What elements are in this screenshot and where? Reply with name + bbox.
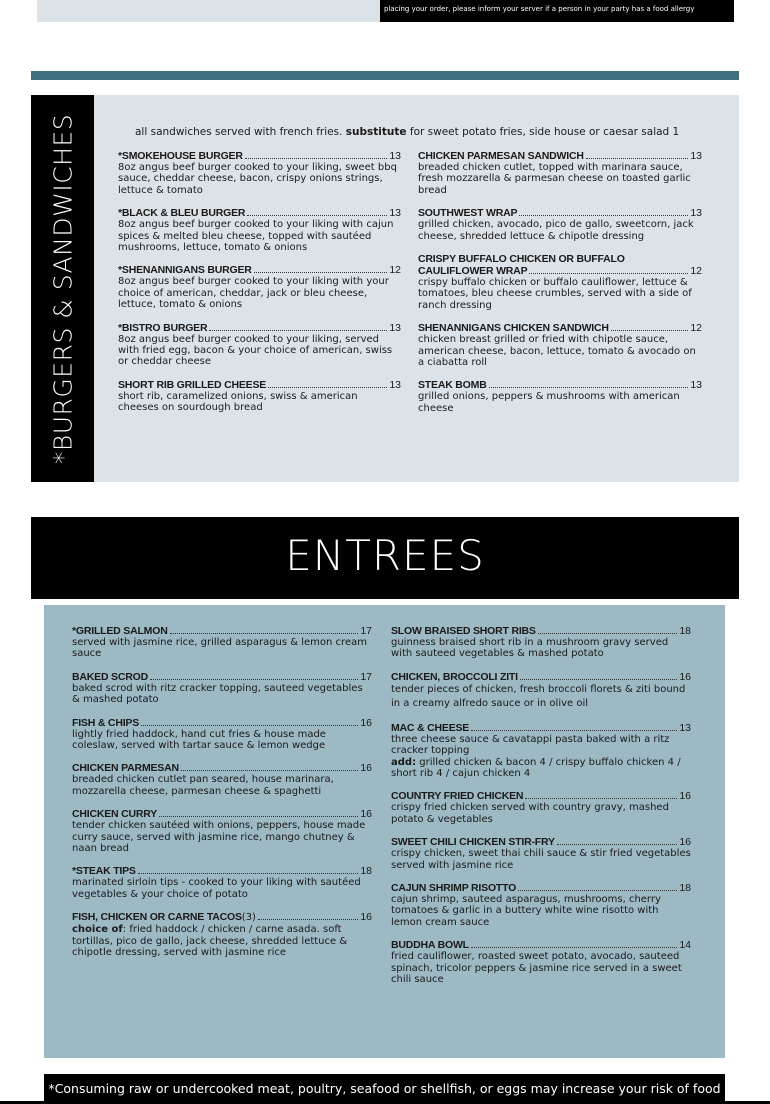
menu-item bbox=[118, 379, 401, 414]
item-price: 13 bbox=[389, 321, 401, 334]
menu-item bbox=[72, 717, 372, 752]
item-price: 18 bbox=[679, 625, 691, 637]
item-description: 8oz angus beef burger cooked to your liking, sweet bbq sauce, cheddar cheese, bacon, crispy onions strings, lettuce & tomato bbox=[118, 162, 397, 196]
item-description: breaded chicken cutlet pan seared, house marinara, mozzarella cheese, parmesan cheese & spaghetti bbox=[72, 774, 334, 797]
item-price: 16 bbox=[360, 911, 372, 924]
allergy-notice bbox=[380, 0, 734, 22]
item-name: COUNTRY FRIED CHICKEN bbox=[391, 790, 524, 803]
menu-item bbox=[72, 808, 372, 854]
item-name: CHICKEN, BROCCOLI ZITI bbox=[391, 670, 518, 683]
item-description: served with jasmine rice, grilled asparagus & lemon cream sauce bbox=[72, 637, 367, 660]
entrees-right-column bbox=[391, 625, 691, 997]
item-name: *SMOKEHOUSE BURGER bbox=[118, 150, 243, 162]
item-description: tender pieces of chicken, fresh broccoli florets & ziti bound in a creamy alfredo sauce or in olive oil bbox=[391, 683, 686, 709]
item-price: 17 bbox=[360, 625, 372, 637]
item-price: 13 bbox=[690, 150, 702, 162]
item-price: 16 bbox=[679, 670, 691, 683]
item-description bbox=[72, 924, 372, 958]
menu-item bbox=[418, 207, 702, 242]
menu-item bbox=[118, 264, 401, 310]
menu-item bbox=[72, 762, 372, 797]
item-price: 12 bbox=[389, 264, 401, 277]
item-description: crispy buffalo chicken or buffalo cauliflower, lettuce & tomatoes, bleu cheese crumbles, served with a side of ranch dressing bbox=[418, 277, 692, 311]
note-suffix: for sweet potato fries, side house or caesar salad 1 bbox=[406, 126, 680, 138]
burgers-right-column bbox=[418, 150, 702, 425]
item-description: grilled onions, peppers & mushrooms with american cheese bbox=[418, 391, 680, 414]
menu-item bbox=[391, 625, 691, 660]
item-name-suffix: (3) bbox=[241, 912, 256, 924]
item-description: short rib, caramelized onions, swiss & american cheeses on sourdough bread bbox=[118, 390, 358, 414]
item-description: crispy fried chicken served with country gravy, mashed potato & vegetables bbox=[391, 802, 669, 825]
menu-item bbox=[72, 671, 372, 706]
choice-label: choice of bbox=[72, 924, 123, 936]
menu-item bbox=[118, 150, 401, 196]
item-name: SHENANNIGANS CHICKEN SANDWICH bbox=[418, 322, 609, 335]
item-name: *SHENANNIGANS BURGER bbox=[118, 264, 252, 277]
item-description: fried cauliflower, roasted sweet potato, avocado, sauteed spinach, tricolor peppers & jasmine rice served in a sweet chili sauce bbox=[391, 951, 682, 986]
menu-item bbox=[391, 722, 691, 780]
item-price: 16 bbox=[360, 762, 372, 775]
item-name: SOUTHWEST WRAP bbox=[418, 207, 518, 220]
item-description: breaded chicken cutlet, topped with marinara sauce, fresh mozzarella & parmesan cheese on toasted garlic bread bbox=[418, 162, 691, 196]
item-addons bbox=[391, 757, 691, 780]
item-description: marinated sirloin tips - cooked to your liking with sautéed vegetables & your choice of potato bbox=[72, 877, 361, 900]
item-price: 18 bbox=[679, 882, 691, 895]
item-name: CHICKEN PARMESAN SANDWICH bbox=[418, 150, 584, 162]
item-price: 16 bbox=[360, 808, 372, 821]
item-price: 14 bbox=[679, 939, 691, 952]
item-description: grilled chicken, avocado, pico de gallo, sweetcorn, jack cheese, shredded lettuce & chipotle dressing bbox=[418, 219, 694, 242]
item-description: lightly fried haddock, hand cut fries & house made coleslaw, served with tartar sauce & lemon wedge bbox=[72, 728, 326, 752]
item-name: FISH & CHIPS bbox=[72, 716, 140, 729]
burgers-left-column bbox=[118, 150, 401, 425]
menu-item bbox=[72, 911, 372, 958]
item-description: 8oz angus beef burger cooked to your liking, served with fried egg, bacon & your choice of american, swiss or cheddar cheese bbox=[118, 333, 393, 368]
item-price: 16 bbox=[679, 790, 691, 803]
item-name: *BLACK & BLEU BURGER bbox=[118, 207, 246, 220]
item-name: *GRILLED SALMON bbox=[72, 625, 168, 637]
menu-item bbox=[391, 790, 691, 825]
entrees-header bbox=[31, 517, 739, 599]
menu-item bbox=[118, 322, 401, 368]
menu-item bbox=[418, 253, 702, 311]
item-price: 12 bbox=[690, 322, 702, 335]
menu-item bbox=[72, 625, 372, 660]
item-name-line1: CRISPY BUFFALO CHICKEN OR BUFFALO bbox=[418, 253, 625, 266]
item-description: cajun shrimp, sauteed asparagus, mushrooms, cherry tomatoes & garlic in a buttery white wine risotto with lemon cream sauce bbox=[391, 894, 661, 928]
allergy-text: placing your order, please inform your server if a person in your party has a food allergy bbox=[384, 5, 695, 13]
item-name: CHICKEN CURRY bbox=[72, 808, 158, 821]
item-description: 8oz angus beef burger cooked to your liking with your choice of american, cheddar, jack or bleu cheese, lettuce, tomato & onions bbox=[118, 276, 389, 311]
item-name: CAULIFLOWER WRAP bbox=[418, 265, 528, 278]
item-name: CHICKEN PARMESAN bbox=[72, 762, 179, 775]
item-name: SHORT RIB GRILLED CHEESE bbox=[118, 378, 267, 391]
item-name: BUDDHA BOWL bbox=[391, 939, 469, 952]
item-name: *STEAK TIPS bbox=[72, 865, 136, 878]
burgers-section-title: *BURGERS & SANDWICHES bbox=[48, 113, 77, 464]
note-prefix: all sandwiches served with french fries. bbox=[135, 126, 346, 138]
menu-item bbox=[391, 882, 691, 928]
note-bold: substitute bbox=[345, 126, 407, 138]
item-description: tender chicken sautéed with onions, peppers, house made curry sauce, served with jasmine rice, mango chutney & naan bread bbox=[72, 820, 366, 855]
menu-item bbox=[72, 865, 372, 900]
item-price: 16 bbox=[679, 836, 691, 849]
item-name: *BISTRO BURGER bbox=[118, 321, 208, 334]
item-price: 13 bbox=[389, 378, 401, 391]
disclaimer-text: *Consuming raw or undercooked meat, poultry, seafood or shellfish, or eggs may increase your risk of food bbox=[48, 1081, 721, 1096]
item-description: 8oz angus beef burger cooked to your liking with cajun spices & melted bleu cheese, topped with sautéed mushrooms, lettuce, tomato & onions bbox=[118, 219, 394, 254]
item-price: 18 bbox=[360, 865, 372, 878]
top-left-panel bbox=[37, 0, 380, 22]
item-price: 13 bbox=[389, 150, 401, 162]
menu-item bbox=[418, 150, 702, 196]
item-description: three cheese sauce & cavatappi pasta baked with a ritz cracker topping bbox=[391, 733, 670, 757]
item-price: 13 bbox=[389, 207, 401, 220]
item-description: crispy chicken, sweet thai chili sauce & stir fried vegetables served with jasmine rice bbox=[391, 848, 691, 871]
item-price: 13 bbox=[690, 207, 702, 220]
menu-item bbox=[391, 836, 691, 871]
menu-item bbox=[391, 939, 691, 985]
item-name: MAC & CHEESE bbox=[391, 721, 470, 734]
item-price: 12 bbox=[690, 265, 702, 278]
item-price: 13 bbox=[690, 379, 702, 392]
menu-item bbox=[418, 322, 702, 368]
divider-bar bbox=[31, 71, 739, 80]
item-price: 16 bbox=[360, 716, 372, 729]
burgers-section-sidebar bbox=[31, 95, 94, 482]
item-name: SLOW BRAISED SHORT RIBS bbox=[391, 625, 536, 637]
item-description: baked scrod with ritz cracker topping, sauteed vegetables & mashed potato bbox=[72, 682, 363, 706]
item-name: SWEET CHILI CHICKEN STIR-FRY bbox=[391, 836, 555, 849]
item-description: guinness braised short rib in a mushroom gravy served with sauteed vegetables & mashed potato bbox=[391, 637, 669, 660]
item-name: FISH, CHICKEN OR CARNE TACOS bbox=[72, 911, 242, 924]
menu-item bbox=[118, 207, 401, 253]
menu-item bbox=[418, 379, 702, 414]
entrees-left-column bbox=[72, 625, 372, 970]
add-text: grilled chicken & bacon 4 / crispy buffalo chicken 4 / short rib 4 / cajun chicken 4 bbox=[391, 756, 681, 780]
choice-text: : fried haddock / chicken / carne asada. soft tortillas, pico de gallo, jack cheese, shredded lettuce & chipotle dressing, served with jasmine rice bbox=[72, 924, 348, 959]
item-description: chicken breast grilled or fried with chipotle sauce, american cheese, bacon, lettuce, tomato & avocado on a ciabatta roll bbox=[418, 334, 696, 369]
entrees-title: ENTREES bbox=[285, 531, 485, 580]
menu-item bbox=[391, 671, 691, 711]
add-label: add: bbox=[391, 756, 417, 768]
food-safety-disclaimer bbox=[44, 1074, 725, 1104]
item-price: 17 bbox=[360, 670, 372, 683]
item-name: STEAK BOMB bbox=[418, 379, 487, 392]
item-price: 13 bbox=[679, 721, 691, 734]
item-name: BAKED SCROD bbox=[72, 670, 148, 683]
sandwich-note bbox=[135, 126, 735, 138]
item-name: CAJUN SHRIMP RISOTTO bbox=[391, 882, 517, 895]
